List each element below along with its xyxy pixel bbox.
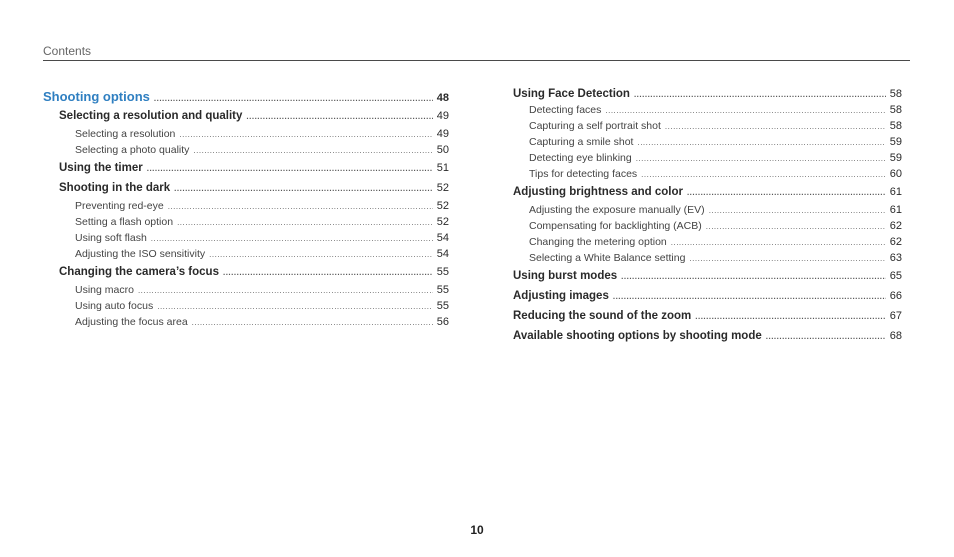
toc-entry-page: 52 bbox=[436, 182, 449, 194]
toc-entry-title: Compensating for backlighting (ACB) bbox=[529, 220, 702, 232]
toc-entry-page: 51 bbox=[436, 162, 449, 174]
toc-entry-page: 66 bbox=[889, 290, 902, 302]
toc-entry[interactable] bbox=[513, 250, 902, 266]
dot-leader bbox=[147, 159, 433, 179]
dot-leader bbox=[157, 299, 433, 315]
toc-entry[interactable] bbox=[43, 214, 449, 230]
toc-entry-page: 56 bbox=[436, 316, 449, 328]
toc-entry-title: Using burst modes bbox=[513, 270, 618, 282]
toc-entry-page: 52 bbox=[436, 200, 449, 212]
toc-entry-title: Using soft flash bbox=[75, 232, 147, 244]
dot-leader bbox=[621, 267, 886, 287]
dot-leader bbox=[138, 283, 433, 299]
toc-entry[interactable] bbox=[43, 298, 449, 314]
toc-entry[interactable] bbox=[513, 286, 902, 306]
toc-entry[interactable] bbox=[513, 86, 902, 102]
toc-entry-page: 58 bbox=[889, 120, 902, 132]
toc-entry-title: Capturing a smile shot bbox=[529, 136, 634, 148]
toc-entry[interactable] bbox=[513, 182, 902, 202]
toc-entry-page: 54 bbox=[436, 232, 449, 244]
dot-leader bbox=[665, 119, 886, 135]
toc-entry-title: Adjusting the ISO sensitivity bbox=[75, 248, 206, 260]
toc-entry-page: 68 bbox=[889, 330, 902, 342]
toc-entry-page: 59 bbox=[889, 152, 902, 164]
toc-entry-page: 49 bbox=[436, 128, 449, 140]
toc-entry-page: 48 bbox=[436, 92, 449, 104]
toc-entry-title: Available shooting options by shooting mode bbox=[513, 330, 762, 342]
toc-entry-title: Adjusting the exposure manually (EV) bbox=[529, 204, 705, 216]
toc-entry-page: 52 bbox=[436, 216, 449, 228]
toc-entry[interactable] bbox=[43, 282, 449, 298]
toc-entry-page: 55 bbox=[436, 284, 449, 296]
dot-leader bbox=[179, 127, 432, 143]
toc-entry[interactable] bbox=[43, 262, 449, 282]
dot-leader bbox=[634, 87, 886, 103]
toc-entry-page: 61 bbox=[889, 204, 902, 216]
toc-entry[interactable] bbox=[513, 234, 902, 250]
dot-leader bbox=[151, 231, 433, 247]
toc-right-column bbox=[513, 86, 902, 346]
toc-entry-page: 55 bbox=[436, 266, 449, 278]
toc-entry-title: Shooting options bbox=[43, 89, 150, 104]
dot-leader bbox=[193, 143, 432, 159]
dot-leader bbox=[168, 199, 433, 215]
toc-entry[interactable] bbox=[513, 118, 902, 134]
toc-entry[interactable] bbox=[513, 306, 902, 326]
toc-entry[interactable] bbox=[43, 246, 449, 262]
toc-entry-title: Using the timer bbox=[59, 162, 143, 174]
dot-leader bbox=[613, 287, 886, 307]
toc-entry-title: Preventing red-eye bbox=[75, 200, 164, 212]
toc-entry-page: 62 bbox=[889, 220, 902, 232]
toc-entry[interactable] bbox=[513, 102, 902, 118]
dot-leader bbox=[695, 307, 886, 327]
toc-entry-page: 49 bbox=[436, 110, 449, 122]
toc-entry[interactable] bbox=[43, 230, 449, 246]
toc-entry-title: Adjusting images bbox=[513, 290, 609, 302]
toc-entry-page: 65 bbox=[889, 270, 902, 282]
toc-entry-title: Tips for detecting faces bbox=[529, 168, 638, 180]
toc-entry-page: 62 bbox=[889, 236, 902, 248]
toc-entry-title: Changing the camera’s focus bbox=[59, 266, 219, 278]
dot-leader bbox=[689, 251, 885, 267]
toc-entry-page: 63 bbox=[889, 252, 902, 264]
toc-entry-title: Detecting faces bbox=[529, 104, 602, 116]
toc-entry-page: 58 bbox=[889, 104, 902, 116]
toc-entry-title: Reducing the sound of the zoom bbox=[513, 310, 692, 322]
dot-leader bbox=[223, 263, 433, 283]
toc-entry[interactable] bbox=[513, 218, 902, 234]
toc-entry-title: Selecting a photo quality bbox=[75, 144, 190, 156]
toc-entry[interactable] bbox=[43, 87, 449, 106]
dot-leader bbox=[637, 135, 885, 151]
dot-leader bbox=[177, 215, 433, 231]
toc-entry-title: Using auto focus bbox=[75, 300, 154, 312]
toc-entry[interactable] bbox=[43, 126, 449, 142]
toc-entry[interactable] bbox=[43, 178, 449, 198]
toc-entry-page: 67 bbox=[889, 310, 902, 322]
dot-leader bbox=[192, 315, 433, 331]
toc-entry-page: 60 bbox=[889, 168, 902, 180]
toc-entry-title: Using macro bbox=[75, 284, 134, 296]
toc-entry[interactable] bbox=[43, 106, 449, 126]
toc-entry-title: Selecting a resolution bbox=[75, 128, 176, 140]
page-header bbox=[43, 42, 910, 61]
toc-entry-title: Adjusting the focus area bbox=[75, 316, 188, 328]
toc-left-column bbox=[43, 86, 449, 330]
dot-leader bbox=[636, 151, 886, 167]
dot-leader bbox=[641, 167, 886, 183]
dot-leader bbox=[209, 247, 433, 263]
toc-entry-page: 61 bbox=[889, 186, 902, 198]
toc-entry-title: Selecting a White Balance setting bbox=[529, 252, 686, 264]
toc-entry[interactable] bbox=[43, 198, 449, 214]
toc-entry-title: Using Face Detection bbox=[513, 88, 630, 100]
toc-entry-page: 50 bbox=[436, 144, 449, 156]
page-number: 10 bbox=[470, 523, 484, 537]
toc-entry[interactable] bbox=[513, 266, 902, 286]
toc-entry-title: Changing the metering option bbox=[529, 236, 667, 248]
dot-leader bbox=[246, 107, 432, 127]
toc-entry[interactable] bbox=[513, 326, 902, 346]
toc-entry[interactable] bbox=[43, 314, 449, 330]
dot-leader bbox=[766, 327, 886, 347]
toc-entry-page: 55 bbox=[436, 300, 449, 312]
toc-entry[interactable] bbox=[513, 202, 902, 218]
dot-leader bbox=[174, 179, 433, 199]
dot-leader bbox=[706, 219, 886, 235]
toc-entry-page: 54 bbox=[436, 248, 449, 260]
dot-leader bbox=[605, 103, 885, 119]
toc-entry-title: Capturing a self portrait shot bbox=[529, 120, 661, 132]
toc-entry-page: 59 bbox=[889, 136, 902, 148]
dot-leader bbox=[687, 183, 886, 203]
toc-entry-title: Detecting eye blinking bbox=[529, 152, 632, 164]
toc-entry-page: 58 bbox=[889, 88, 902, 100]
toc-entry[interactable] bbox=[513, 166, 902, 182]
dot-leader bbox=[709, 203, 886, 219]
toc-entry[interactable] bbox=[513, 150, 902, 166]
dot-leader bbox=[671, 235, 886, 251]
toc-entry-title: Adjusting brightness and color bbox=[513, 186, 683, 198]
toc-entry-title: Shooting in the dark bbox=[59, 182, 171, 194]
toc-entry-title: Setting a flash option bbox=[75, 216, 174, 228]
toc-entry-title: Selecting a resolution and quality bbox=[59, 110, 243, 122]
toc-entry[interactable] bbox=[43, 158, 449, 178]
toc-entry[interactable] bbox=[43, 142, 449, 158]
header-title: Contents bbox=[43, 44, 92, 58]
toc-entry[interactable] bbox=[513, 134, 902, 150]
